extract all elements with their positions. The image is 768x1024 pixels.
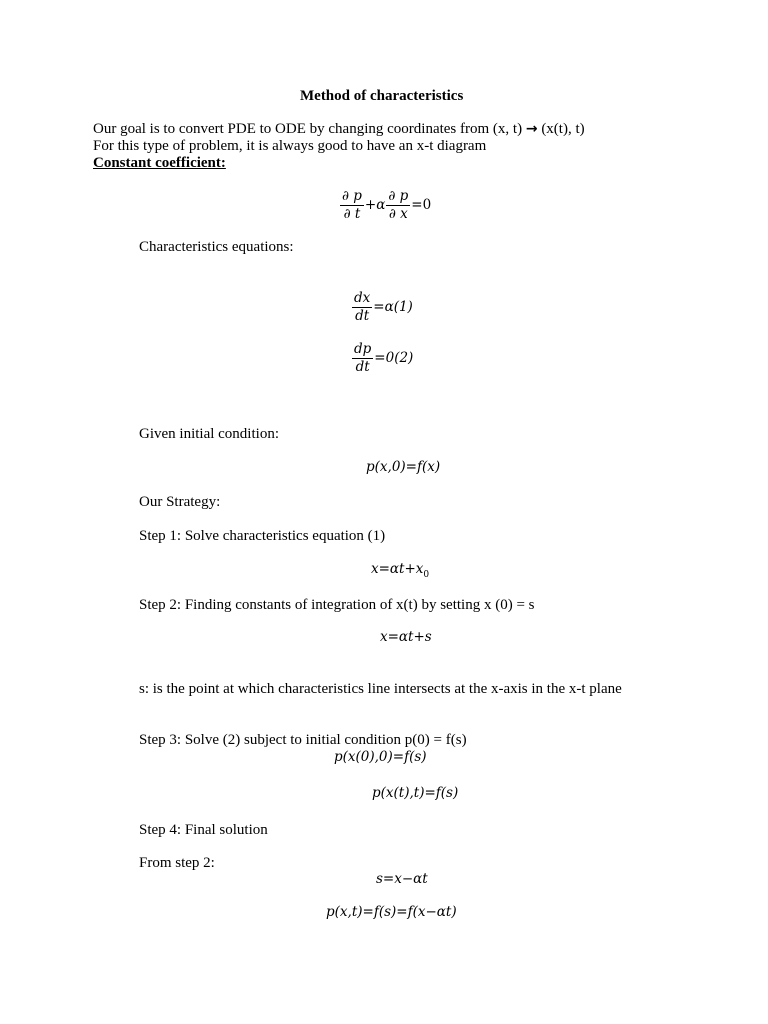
step-1-equation-subscript: 0 (423, 570, 430, 580)
fraction-denominator: dt (355, 358, 370, 375)
step-3-text: Step 3: Solve (2) subject to initial condition p(0) = f(s) (139, 732, 467, 748)
step-2-text: Step 2: Finding constants of integration of x(t) by setting x (0) = s (139, 597, 535, 613)
step-1-equation (371, 563, 429, 580)
fraction-denominator: ∂ t (343, 205, 361, 222)
fraction-dp-dt (352, 342, 373, 375)
fraction-denominator: ∂ x (388, 205, 408, 222)
intro-line-2: For this type of problem, it is always good to have an x-t diagram (93, 138, 487, 154)
equation-rhs: =α(1) (373, 298, 413, 315)
s-equation: s=x−αt (376, 871, 428, 887)
fraction-numerator: dp (354, 341, 372, 357)
characteristic-equation-1 (352, 291, 413, 324)
step-2-equation: x=αt+s (380, 629, 432, 645)
pde-fraction-dp-dx (386, 189, 410, 222)
intro-line-1 (93, 122, 585, 137)
step-3-equation-2: p(x(t),t)=f(s) (372, 785, 459, 801)
pde-plus-alpha: +α (364, 196, 386, 213)
right-arrow-icon: → (525, 121, 538, 137)
pde-equation (340, 189, 431, 222)
initial-condition-label: Given initial condition: (139, 426, 279, 442)
pde-rhs: =0 (411, 196, 432, 213)
fraction-denominator: dt (355, 307, 370, 324)
step-4-text: Step 4: Final solution (139, 822, 268, 838)
strategy-label: Our Strategy: (139, 494, 221, 510)
intro-line-1-start: Our goal is to convert PDE to ODE by changing coordinates from (x, t) (93, 121, 526, 137)
fraction-numerator: ∂ p (342, 188, 362, 204)
equation-rhs: =0(2) (374, 349, 414, 366)
from-step-2-label: From step 2: (139, 855, 215, 871)
fraction-dx-dt (352, 291, 372, 324)
pde-fraction-dp-dt (340, 189, 364, 222)
intro-line-1-end: (x(t), t) (537, 121, 585, 137)
page-title: Method of characteristics (300, 88, 464, 104)
characteristics-label: Characteristics equations: (139, 239, 294, 255)
step-3-equation-1: p(x(0),0)=f(s) (334, 749, 427, 765)
step-1-equation-main: x=αt+x (371, 561, 424, 577)
final-solution-equation: p(x,t)=f(s)=f(x−αt) (326, 904, 457, 920)
step-1-text: Step 1: Solve characteristics equation (1) (139, 528, 386, 544)
fraction-numerator: ∂ p (388, 188, 409, 204)
fraction-numerator: dx (354, 290, 371, 306)
characteristic-equation-2 (352, 342, 413, 375)
section-heading-constant-coefficient: Constant coefficient: (93, 155, 226, 171)
s-definition-note: s: is the point at which characteristics line intersects at the x-axis in the x-t plane (139, 681, 622, 697)
initial-condition-equation: p(x,0)=f(x) (366, 459, 441, 475)
